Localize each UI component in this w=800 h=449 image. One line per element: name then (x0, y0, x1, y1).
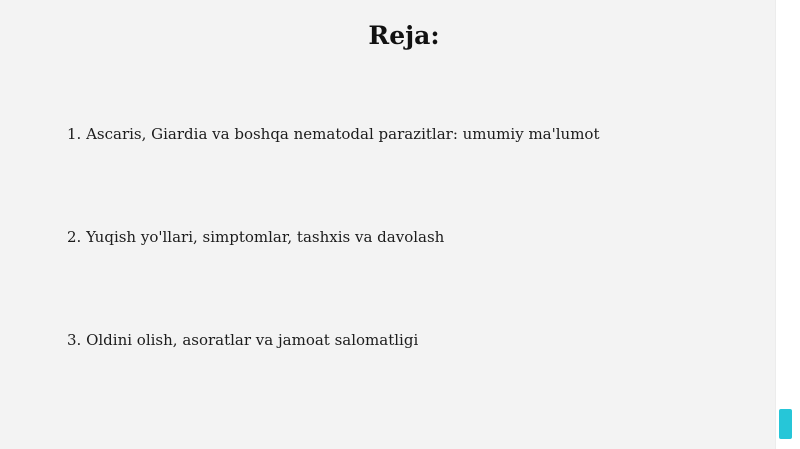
scrollbar-thumb[interactable] (779, 409, 792, 439)
plan-item: 3. Oldini olish, asoratlar va jamoat salomatligi (67, 331, 419, 349)
vertical-scrollbar[interactable] (775, 0, 800, 449)
plan-item: 1. Ascaris, Giardia va boshqa nematodal parazitlar: umumiy ma'lumot (67, 125, 600, 143)
plan-item: 2. Yuqish yo'llari, simptomlar, tashxis va davolash (67, 228, 445, 246)
slide-title: Reja: (368, 21, 440, 50)
